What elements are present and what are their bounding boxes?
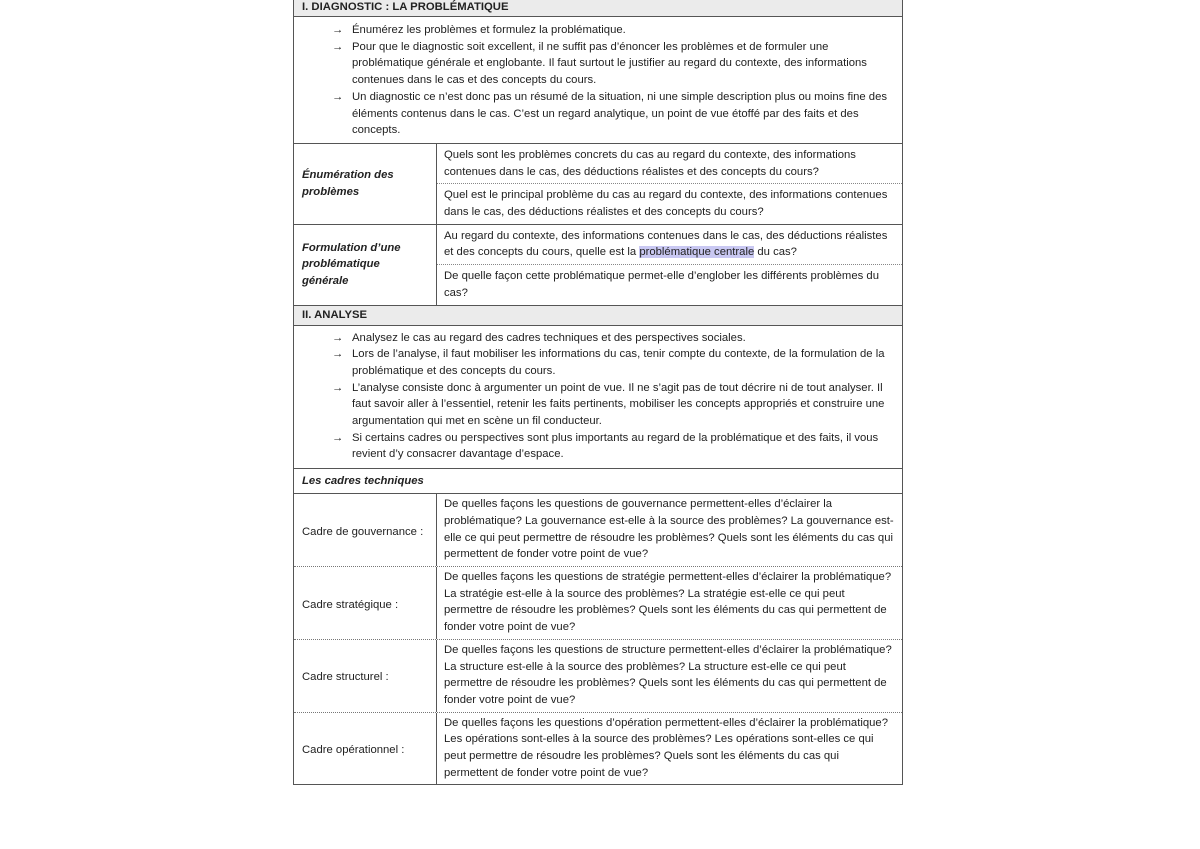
frame-label: Cadre opérationnel : — [294, 713, 437, 785]
list-item: → Lors de l’analyse, il faut mobiliser les informations du cas, tenir compte du contexte, de la formulation de la problématique et des concepts du cours. — [302, 346, 894, 379]
frame-label: Cadre de gouvernance : — [294, 494, 437, 566]
arrow-icon: → — [332, 90, 344, 103]
table-row — [294, 640, 902, 713]
section-title-diagnostic: I. DIAGNOSTIC : LA PROBLÉMATIQUE — [294, 0, 902, 17]
question-cell: Quels sont les problèmes concrets du cas au regard du contexte, des informations contenues dans le cas, des déductions réalistes et des concepts du cours? — [444, 148, 856, 178]
arrow-icon: → — [332, 40, 344, 53]
table-row — [294, 494, 902, 567]
list-item: → L’analyse consiste donc à argumenter un point de vue. Il ne s’agit pas de tout décrire ni de tout analyser. Il faut savoir aller à l’essentiel, retenir les faits pertinents, mobiliser les concepts appropriés et construire une argumentation qui met en scène un fil conducteur. — [302, 380, 894, 430]
text-highlight[interactable]: problématique centrale — [639, 246, 755, 259]
question-cell: De quelles façons les questions de structure permettent-elles d’éclairer la problématique? La structure est-elle à la source des problèmes? La structure est-elle ce qui peut permettre de résoudre les problèmes? Quels sont les éléments du cas qui permettent de fonder votre point de vue? — [444, 643, 892, 706]
question-cell: De quelles façons les questions d’opération permettent-elles d’éclairer la problématique? Les opérations sont-elles à la source des problèmes? Les opérations sont-elles ce qui peut permettre de résoudre les problèmes? Quels sont les éléments du cas qui permettent de fonder votre point de vue? — [444, 716, 888, 779]
arrow-icon: → — [332, 348, 344, 361]
arrow-icon: → — [332, 381, 344, 394]
section-title-analyse: II. ANALYSE — [294, 306, 902, 326]
question-cell: De quelles façons les questions de gouvernance permettent-elles d’éclairer la problématique? La gouvernance est-elle à la source des problèmes? La gouvernance est-elle ce qui peut permettre de résoudre les problèmes? Quels sont les éléments du cas qui permettent de fonder votre point de vue? — [444, 498, 894, 561]
formulation-row — [294, 225, 902, 306]
subsection-title: Les cadres techniques — [294, 469, 902, 494]
enumeration-label: Énumération des problèmes — [294, 144, 437, 224]
diagnostic-instructions — [294, 17, 902, 144]
formulation-label: Formulation d’une problématique générale — [294, 225, 437, 305]
enumeration-row — [294, 144, 902, 225]
arrow-icon: → — [332, 331, 344, 344]
frame-label: Cadre stratégique : — [294, 567, 437, 639]
question-cell: Quel est le principal problème du cas au regard du contexte, des informations contenues dans le cas, des déductions réalistes et des concepts du cours? — [437, 183, 902, 223]
arrow-icon: → — [332, 431, 344, 444]
list-item: → Énumérez les problèmes et formulez la problématique. — [302, 22, 894, 39]
table-row — [294, 567, 902, 640]
arrow-icon: → — [332, 24, 344, 36]
list-item: → Si certains cadres ou perspectives sont plus importants au regard de la problématique et des faits, il vous revient d’y consacrer davantage d’espace. — [302, 430, 894, 463]
list-item: → Analysez le cas au regard des cadres techniques et des perspectives sociales. — [302, 330, 894, 347]
question-cell: De quelles façons les questions de stratégie permettent-elles d’éclairer la problématique? La stratégie est-elle à la source des problèmes? La stratégie est-elle ce qui peut permettre de résoudre les problèmes? Quels sont les éléments du cas qui permettent de fonder votre point de vue? — [444, 570, 892, 634]
question-cell: Au regard du contexte, des informations contenues dans le cas, des déductions réalistes et des concepts du cours, quelle est la problématique centrale du cas? — [444, 229, 888, 259]
analyse-instructions — [294, 326, 902, 470]
list-item: → Un diagnostic ce n’est donc pas un résumé de la situation, ni une simple description plus ou moins fine des éléments contenus dans le cas. C’est un regard analytique, un point de vue étoffé par des faits et des concepts. — [302, 89, 894, 139]
question-cell: De quelle façon cette problématique permet-elle d’englober les différents problèmes du cas? — [437, 264, 902, 304]
frame-label: Cadre structurel : — [294, 640, 437, 712]
list-item: → Pour que le diagnostic soit excellent, il ne suffit pas d’énoncer les problèmes et de formuler une problématique générale et englobante. Il faut surtout le justifier au regard du contexte, des informations contenues dans le cas et des concepts du cours. — [302, 39, 894, 89]
table-row — [294, 713, 902, 786]
document-page — [293, 0, 903, 785]
